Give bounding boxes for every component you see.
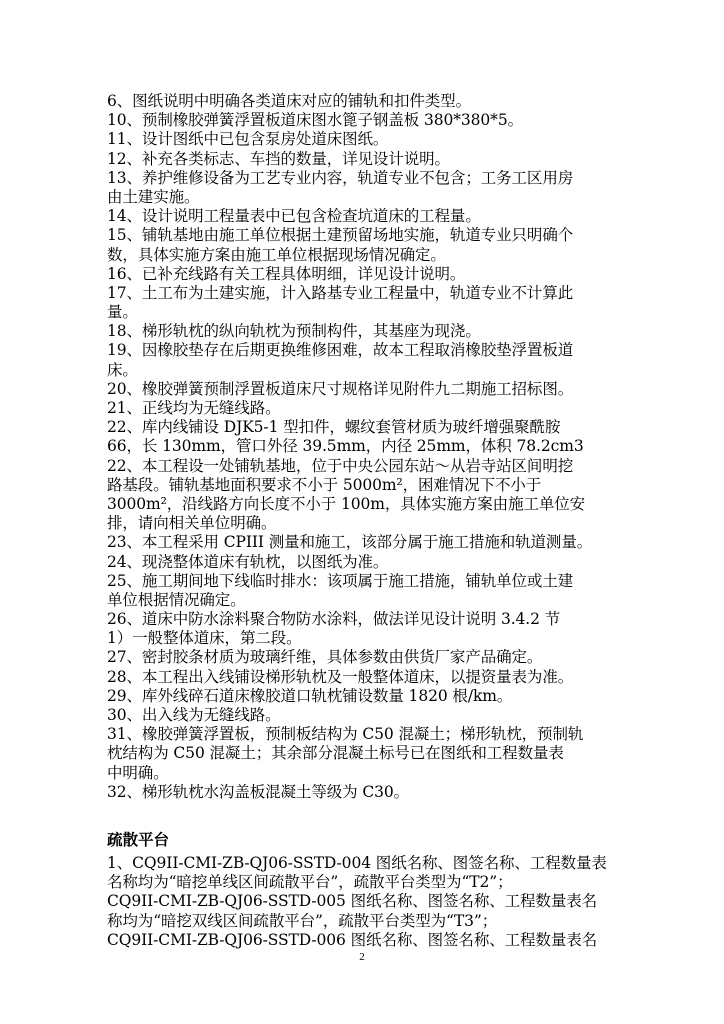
text-line: CQ9II-CMI-ZB-QJ06-SSTD-006 图纸名称、图签名称、工程数量表名	[107, 930, 598, 949]
document-body	[107, 92, 625, 950]
text-line: 32、梯形轨枕水沟盖板混凝土等级为 C30。	[107, 782, 410, 801]
text-line: 11、设计图纸中已包含泵房处道床图纸。	[107, 130, 389, 149]
text-line: 21、正线均为无缝线路。	[107, 399, 281, 417]
text-line: 30、出入线为无缝线路。	[107, 706, 281, 724]
text-line: 量。	[107, 303, 138, 322]
text-line: 15、铺轨基地由施工单位根据土建预留场地实施，轨道专业只明确个	[107, 226, 574, 245]
text-line: 16、已补充线路有关工程具体明细，详见设计说明。	[107, 264, 466, 283]
text-line: 66，长 130mm，管口外径 39.5mm，内径 25mm，体积 78.2cm3	[107, 437, 584, 456]
text-line: 称均为“暗挖双线区间疏散平台”，疏散平台类型为“T3”；	[107, 911, 498, 930]
text-line: 27、密封胶条材质为玻璃纤维，具体参数由供货厂家产品确定。	[107, 648, 543, 667]
text-line: 10、预制橡胶弹簧浮置板道床图水篦子钢盖板 380*380*5。	[107, 111, 523, 130]
text-line: 12、补充各类标志、车挡的数量，详见设计说明。	[107, 149, 450, 168]
text-line: 22、本工程设一处铺轨基地，位于中央公园东站～从岩寺站区间明挖	[107, 456, 574, 475]
section-text-block	[107, 854, 625, 950]
text-line: 3000m²，沿线路方向长度不小于 100m，具体实施方案由施工单位安	[107, 494, 586, 513]
text-line: 14、设计说明工程量表中已包含检查坑道床的工程量。	[107, 207, 481, 226]
text-line: 13、养护维修设备为工艺专业内容，轨道专业不包含；工务工区用房	[107, 168, 574, 187]
text-line: 18、梯形轨枕的纵向轨枕为预制构件，其基座为现浇。	[107, 322, 481, 341]
text-line: 枕结构为 C50 混凝土；其余部分混凝土标号已在图纸和工程数量表	[107, 744, 564, 763]
text-line: 路基段。铺轨基地面积要求不小于 5000m²，困难情况下不小于	[107, 475, 542, 494]
text-line: 1、CQ9II-CMI-ZB-QJ06-SSTD-004 图纸名称、图签名称、工程数量表	[107, 853, 607, 872]
text-line: 单位根据情况确定。	[107, 590, 246, 609]
text-line: 24、现浇整体道床有轨枕，以图纸为准。	[107, 552, 389, 571]
text-line: 床。	[107, 360, 138, 379]
text-line: 29、库外线碎石道床橡胶道口轨枕铺设数量 1820 根/km。	[107, 686, 513, 705]
text-line: 名称均为“暗挖单线区间疏散平台”，疏散平台类型为“T2”；	[107, 873, 513, 892]
text-line: 17、土工布为土建实施，计入路基专业工程量中，轨道专业不计算此	[107, 283, 574, 302]
text-line: 6、图纸说明中明确各类道床对应的铺轨和扣件类型。	[107, 92, 471, 110]
text-line: 19、因橡胶垫存在后期更换维修困难，故本工程取消橡胶垫浮置板道	[107, 341, 574, 360]
text-line: 23、本工程采用 CPIII 测量和施工，该部分属于施工措施和轨道测量。	[107, 533, 593, 552]
text-line: 20、橡胶弹簧预制浮置板道床尺寸规格详见附件九二期施工招标图。	[107, 379, 574, 398]
text-line: 26、道床中防水涂料聚合物防水涂料，做法详见设计说明 3.4.2 节	[107, 610, 561, 629]
text-line: 由土建实施。	[107, 187, 200, 206]
main-text-block	[107, 92, 625, 802]
text-line: 25、施工期间地下线临时排水：该项属于施工措施，铺轨单位或土建	[107, 571, 574, 590]
page-number: 2	[359, 951, 365, 963]
text-line: 28、本工程出入线铺设梯形轨枕及一般整体道床，以提资量表为准。	[107, 667, 574, 686]
section-heading: 疏散平台	[107, 830, 170, 849]
text-line: 1）一般整体道床，第二段。	[107, 629, 302, 648]
text-line: 中明确。	[107, 763, 169, 782]
text-line: 排，请向相关单位明确。	[107, 514, 277, 533]
text-line: 31、橡胶弹簧浮置板，预制板结构为 C50 混凝土；梯形轨枕，预制轨	[107, 725, 584, 744]
text-line: 数，具体实施方案由施工单位根据现场情况确定。	[107, 245, 446, 264]
text-line: 22、库内线铺设 DJK5-1 型扣件，螺纹套管材质为玻纤增强聚酰胺	[107, 418, 561, 437]
text-line: CQ9II-CMI-ZB-QJ06-SSTD-005 图纸名称、图签名称、工程数量表名	[107, 892, 598, 911]
